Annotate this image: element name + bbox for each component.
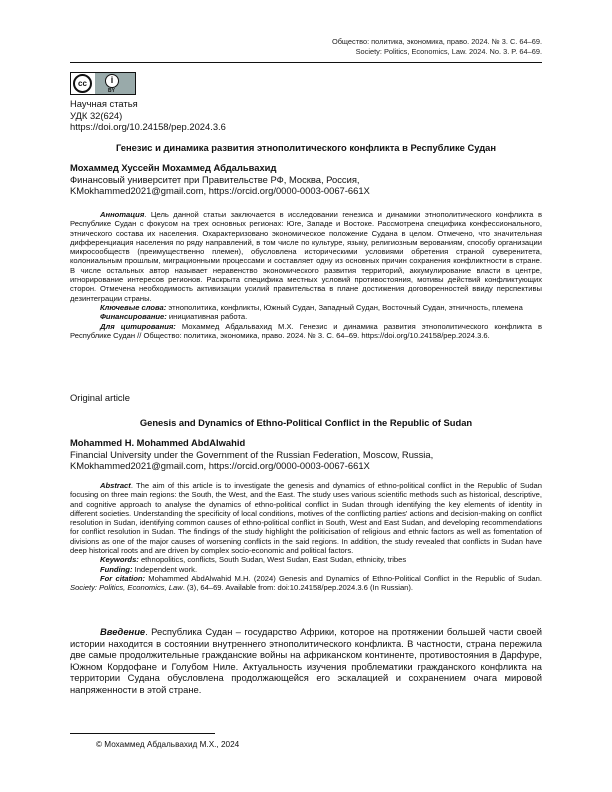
citation-label-ru: Для цитирования:: [100, 321, 176, 331]
doi-link[interactable]: https://doi.org/10.24158/pep.2024.3.6: [70, 121, 226, 133]
abstract-label-en: Abstract: [100, 481, 131, 490]
attribution-person-icon: i: [105, 74, 119, 88]
by-label: BY: [108, 88, 115, 94]
udk-code: УДК 32(624): [70, 109, 123, 121]
article-meta: [70, 98, 226, 133]
journal-line-ru: Общество: политика, экономика, право. 2024. № 3. С. 64–69.: [331, 37, 542, 46]
header-divider: [70, 62, 542, 63]
funding-ru: [70, 312, 542, 321]
keywords-text-en: ethnopolitics, conflicts, South Sudan, West Sudan, East Sudan, ethnicity, tribes: [138, 555, 407, 565]
introduction-section: [70, 626, 542, 696]
citation-text-ru: Мохаммед Абдальвахид М.Х. Генезис и динамика развития этнополитического конфликта в Республике Судан // Общество: политика, экономика, право. 2024. № 3. С. 64–69. https://doi.org/10.24158/pep.2024.3.6.: [70, 321, 542, 340]
contacts-en[interactable]: KMokhammed2021@gmail.com, https://orcid.org/0000-0003-0067-661X: [70, 460, 370, 472]
abstract-ru: [70, 210, 542, 303]
copyright-footnote: © Мохаммед Абдальвахид М.Х., 2024: [96, 740, 240, 749]
keywords-ru: [70, 303, 542, 312]
author-block-ru: [70, 162, 370, 197]
citation-label-en: For citation:: [100, 573, 146, 583]
author-name-en: Mohammed H. Mohammed AbdAlwahid: [70, 437, 246, 448]
keywords-label-ru: Ключевые слова:: [100, 302, 167, 312]
journal-line-en: Society: Politics, Economics, Law. 2024. No. 3. P. 64–69.: [355, 46, 542, 56]
affiliation-ru: Финансовый университет при Правительстве РФ, Москва, Россия,: [70, 173, 360, 185]
footnote-divider: [70, 733, 215, 734]
title-en: Genesis and Dynamics of Ethno-Political Conflict in the Republic of Sudan: [139, 417, 473, 428]
citation-text-en-2: . (3), 64–69. Available from: doi:10.24158/pep.2024.3.6 (In Russian).: [182, 583, 414, 593]
funding-text-ru: инициативная работа.: [166, 312, 248, 322]
abstract-en: [70, 481, 542, 555]
article-type-en: Original article: [70, 392, 130, 403]
cc-by-license-badge: [70, 72, 136, 95]
abstract-label-ru: Аннотация: [100, 210, 145, 219]
journal-header: [332, 37, 542, 56]
funding-text-en: Independent work.: [132, 564, 198, 574]
citation-ru: [70, 322, 542, 341]
abstract-block-en: [70, 481, 542, 593]
article-type-ru: Научная статья: [70, 98, 138, 109]
citation-text-en-1: Mohammed AbdAlwahid M.H. (2024) Genesis and Dynamics of Ethno-Political Conflict in the Republic of Sudan.: [145, 573, 542, 583]
abstract-block-ru: [70, 210, 542, 340]
funding-en: [70, 565, 542, 574]
keywords-label-en: Keywords:: [100, 555, 139, 565]
keywords-text-ru: этнополитика, конфликты, Южный Судан, Западный Судан, Восточный Судан, этничность, племена: [166, 302, 523, 312]
citation-journal-en: Society: Politics, Economics, Law: [70, 583, 183, 593]
intro-paragraph: [70, 626, 542, 696]
abstract-text-en: . The aim of this article is to investigate the genesis and dynamics of ethno-political conflict in the Republic of Sudan focusing on three main regions: the South, the West, and the East. The study uses various scientific methods such as historical, descriptive, and cognitive approach to analyse the dynamics of ethno-political conflict in Sudan through identifying the key elements of identity in different societies. Understanding the specificity of local conditions, motives of the conflicting parties' actions and decision-making on conflict resolution in Sudan, identifying common causes of ethno-political conflict in South, West and East Sudan, and developing recommendations for conflict resolution in Sudan. The findings of the study highlight the politicisation of religious and ethnic factors as well as fomentation of divisions as one of the major causes of worsening conflicts in the said regions. In addition, the study revealed that conflicts in Sudan have deep historical roots and are driven by complex socio-economic and political factors.: [70, 481, 542, 556]
funding-label-en: Funding:: [100, 564, 133, 574]
attribution-panel: [95, 73, 135, 94]
author-name-ru: Мохаммед Хуссейн Мохаммед Абдальвахид: [70, 162, 277, 173]
intro-text: . Республика Судан – государство Африки, которое на протяжении большей части своей истории находится в состоянии внутреннего этнополитического конфликта. В частности, страна пережила две самые продолжительные гражданские войны на африканском континенте, противостояния в Дарфуре, Южном Кордофане и Голубом Ниле. Актуальность изучения проблематики гражданского конфликта на территории Судана обусловлена продолжающейся его эскалацией и сохранением очага мировой напряженности в этой стране.: [70, 626, 542, 695]
keywords-en: [70, 555, 542, 564]
funding-label-ru: Финансирование:: [100, 312, 167, 322]
contacts-ru[interactable]: KMokhammed2021@gmail.com, https://orcid.org/0000-0003-0067-661X: [70, 185, 370, 197]
abstract-text-ru: . Цель данной статьи заключается в исследовании генезиса и динамики этнополитического конфликта в Республике Судан с фокусом на трех основных регионах: Юге, Западе и Востоке. Рассмотрена специфика конфессионального, этнического состава их населения. Охарактеризовано экономическое положение Судана в целом. Отмечено, что значительная дифференциация населения по ряду направлений, в том числе по культуре, языку, религиозным верованиям, способу организации микросообществ (преимущественно племен), обусловлена историческими условиями обретения страной суверенитета, колониальным прошлым, миграционными процессами и составляет одну из основных причин сохранения конфликтности в стране. В числе остальных автор называет неравенство экономического развития территорий, аккумулирование власти в центре, игнорирование интересов регионов. Раскрыта специфика местных условий противостояния, мотивы действий конфликтующих сторон. Отмечена необходимость активизации усилий правительства в плане достижения договоренностей ввиду перспективы дезинтеграции страны.: [70, 210, 542, 303]
title-ru: Генезис и динамика развития этнополитического конфликта в Республике Судан: [115, 142, 497, 153]
affiliation-en: Financial University under the Government of the Russian Federation, Moscow, Russia,: [70, 448, 434, 460]
intro-label: Введение: [100, 626, 146, 637]
creative-commons-icon: cc: [73, 74, 92, 93]
author-block-en: [70, 437, 433, 472]
citation-en: [70, 574, 542, 593]
